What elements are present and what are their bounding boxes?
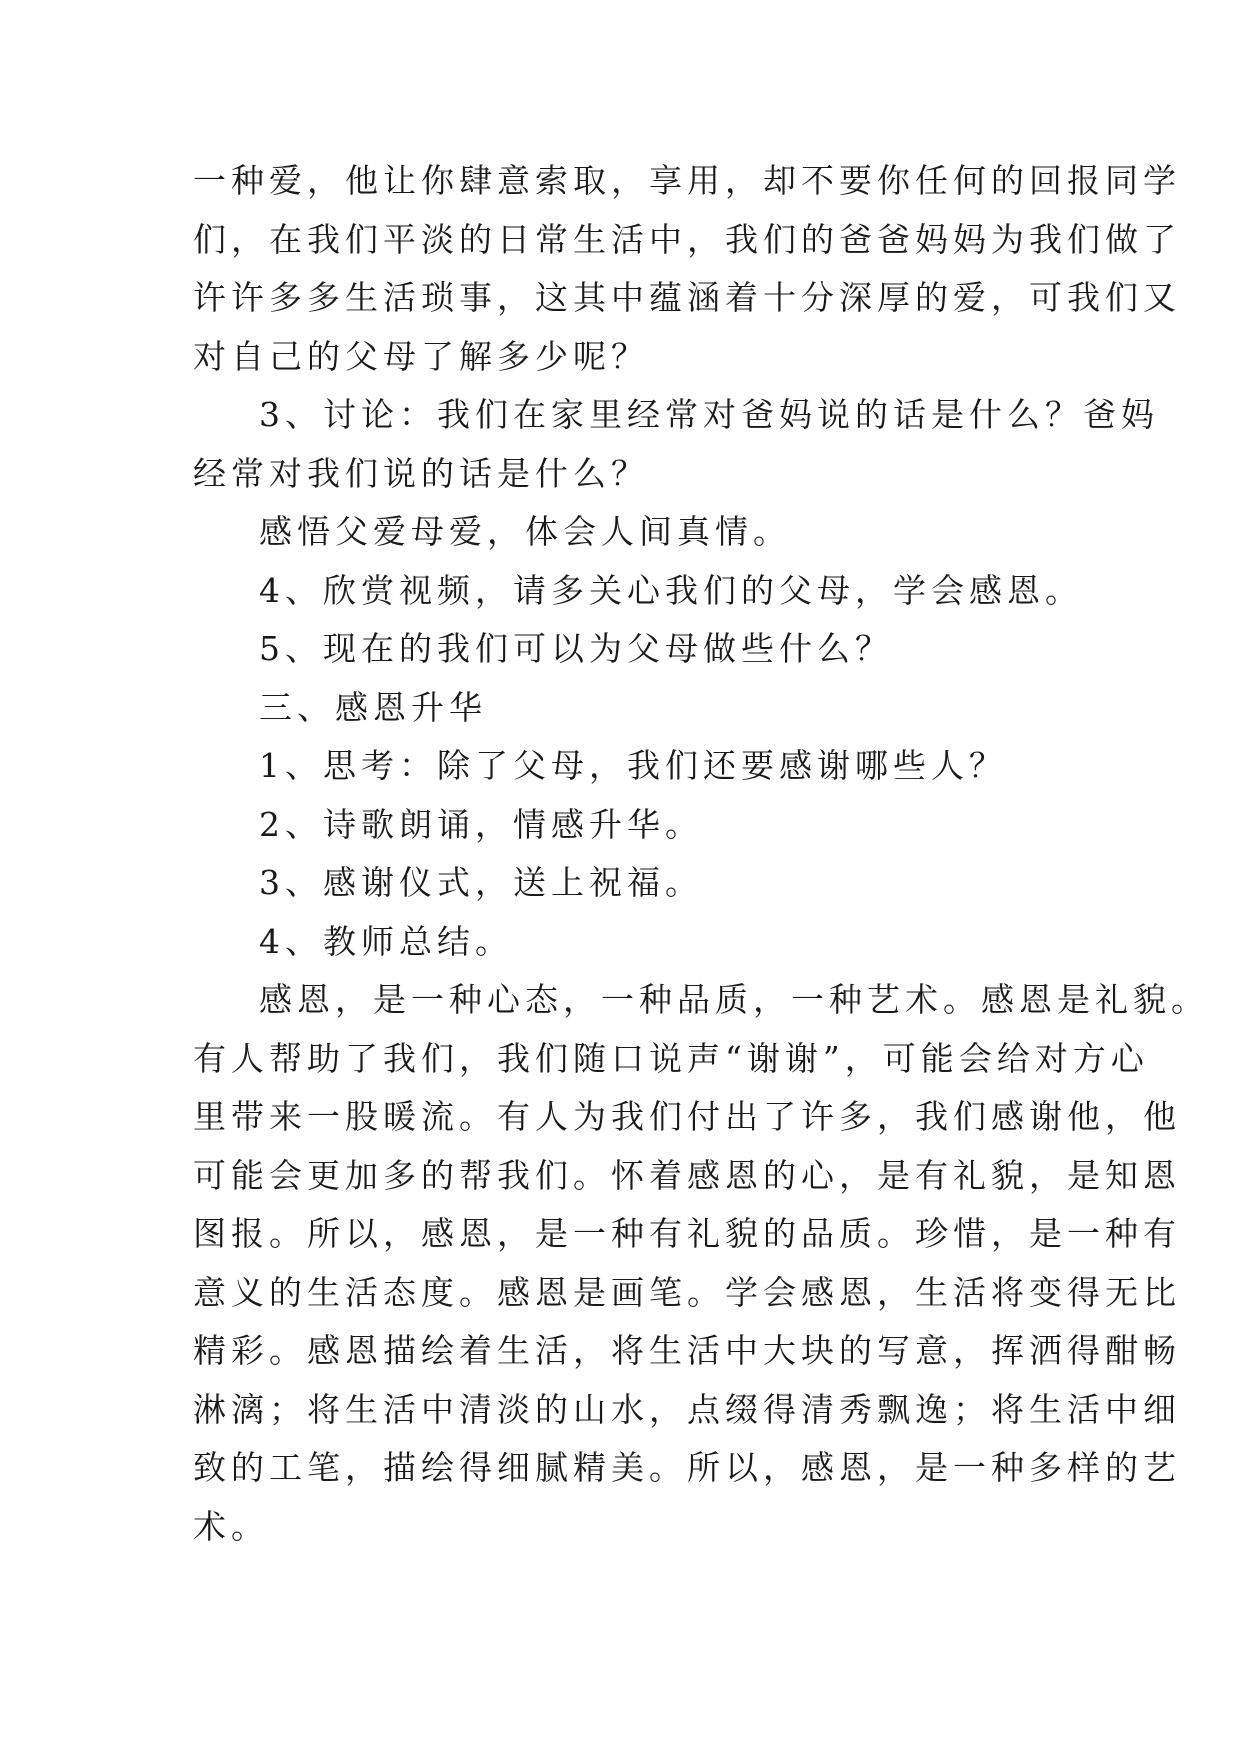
text-line: 感恩，是一种心态，一种品质，一种艺术。感恩是礼貌。	[259, 980, 1209, 1019]
text-line: 致的工笔，描绘得细腻精美。所以，感恩，是一种多样的艺	[193, 1448, 1181, 1487]
text-line: 对自己的父母了解多少呢？	[193, 336, 649, 376]
text-line: 意义的生活态度。感恩是画笔。学会感恩，生活将变得无比	[193, 1272, 1181, 1312]
text-line: 有人帮助了我们，我们随口说声“谢谢”，可能会给对方心	[193, 1038, 1149, 1078]
text-line: 一种爱，他让你肆意索取，享用，却不要你任何的回报同学	[193, 161, 1181, 200]
text-line: 可能会更加多的帮我们。怀着感恩的心，是有礼貌，是知恩	[193, 1155, 1181, 1195]
text-line: 们，在我们平淡的日常生活中，我们的爸爸妈妈为我们做了	[193, 219, 1181, 259]
text-line: 5、现在的我们可以为父母做些什么？	[259, 629, 893, 668]
text-line: 1、思考：除了父母，我们还要感谢哪些人？	[259, 746, 1007, 785]
text-line: 3、讨论：我们在家里经常对爸妈说的话是什么？爸妈	[259, 395, 1159, 434]
text-line: 感悟父爱母爱，体会人间真情。	[259, 512, 791, 551]
text-line: 图报。所以，感恩，是一种有礼貌的品质。珍惜，是一种有	[193, 1214, 1181, 1253]
text-line: 里带来一股暖流。有人为我们付出了许多，我们感谢他，他	[193, 1097, 1181, 1136]
text-line: 2、诗歌朗诵，情感升华。	[259, 804, 703, 844]
text-line: 3、感谢仪式，送上祝福。	[259, 863, 703, 902]
section-heading: 三、感恩升华	[259, 687, 487, 727]
text-line: 精彩。感恩描绘着生活，将生活中大块的写意，挥洒得酣畅	[193, 1331, 1181, 1370]
text-line: 4、教师总结。	[259, 921, 513, 961]
text-line: 4、欣赏视频，请多关心我们的父母，学会感恩。	[259, 570, 1083, 610]
text-line: 术。	[193, 1506, 269, 1546]
text-line: 经常对我们说的话是什么？	[193, 453, 649, 493]
text-line: 许许多多生活琐事，这其中蕴涵着十分深厚的爱，可我们又	[193, 278, 1181, 317]
text-line: 淋漓；将生活中清淡的山水，点缀得清秀飘逸；将生活中细	[193, 1389, 1181, 1429]
document-body	[193, 152, 1209, 1556]
